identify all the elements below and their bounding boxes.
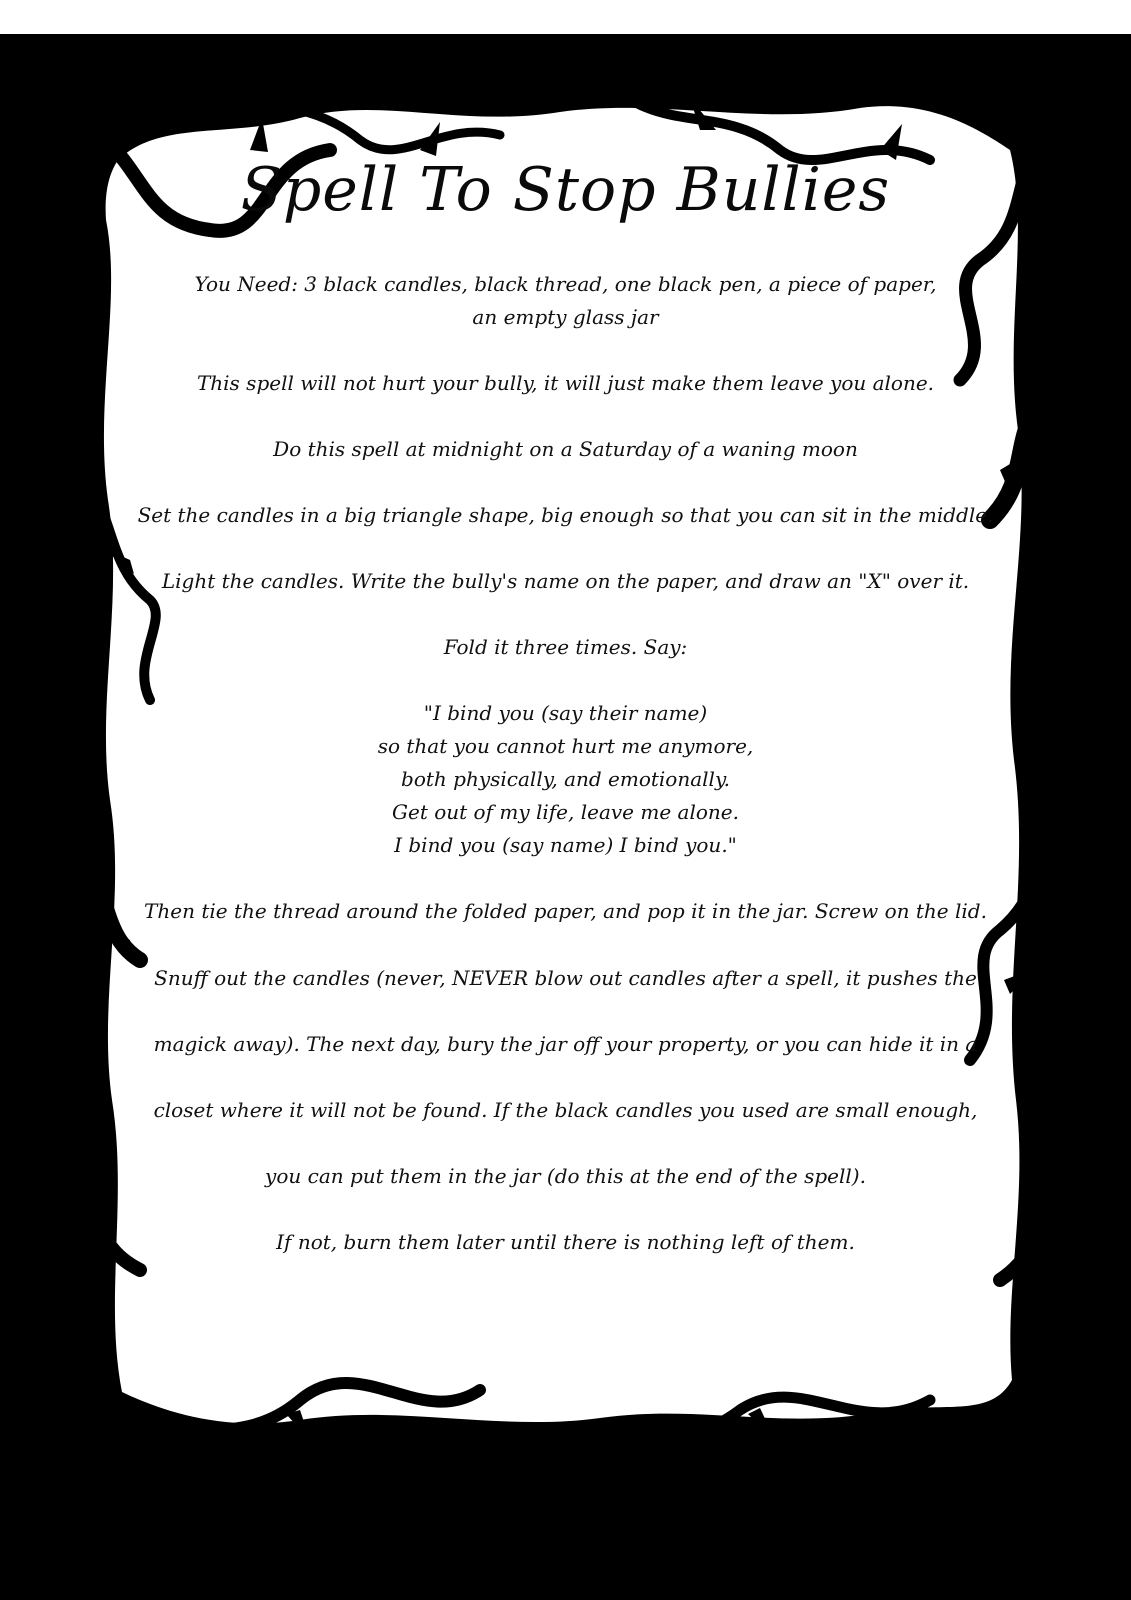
closing-line: If not, burn them later until there is nothing left of them.: [276, 1230, 855, 1254]
closing-line: you can put them in the jar (do this at the end of the spell).: [265, 1164, 866, 1188]
chant-line: "I bind you (say their name): [423, 701, 708, 725]
spell-text-block: [130, 155, 1001, 1308]
chant-line: I bind you (say name) I bind you.": [394, 833, 737, 857]
ingredients-line-2: an empty glass jar: [472, 305, 659, 329]
page-title: Spell To Stop Bullies: [240, 155, 891, 225]
closing-paragraph: [130, 945, 1001, 1275]
chant-block: [130, 697, 1001, 862]
after-paragraph: Then tie the thread around the folded paper, and pop it in the jar. Screw on the lid.: [144, 899, 987, 923]
instruction-paragraph: This spell will not hurt your bully, it will just make them leave you alone.: [196, 371, 935, 395]
chant-line: so that you cannot hurt me anymore,: [377, 734, 754, 758]
closing-line: magick away). The next day, bury the jar off your property, or you can hide it in a: [153, 1032, 978, 1056]
instruction-paragraph: Fold it three times. Say:: [443, 635, 688, 659]
instruction-paragraph: Light the candles. Write the bully's name on the paper, and draw an "X" over it.: [161, 569, 970, 593]
chant-line: Get out of my life, leave me alone.: [392, 800, 739, 824]
closing-line: closet where it will not be found. If the black candles you used are small enough,: [153, 1098, 978, 1122]
instruction-paragraph: Set the candles in a big triangle shape, big enough so that you can sit in the middle.: [137, 503, 994, 527]
ingredients-paragraph: [130, 268, 1001, 334]
closing-line: Snuff out the candles (never, NEVER blow out candles after a spell, it pushes the: [154, 966, 977, 990]
ingredients-line-1: You Need: 3 black candles, black thread, one black pen, a piece of paper,: [194, 272, 937, 296]
instruction-paragraph: Do this spell at midnight on a Saturday of a waning moon: [273, 437, 858, 461]
chant-line: both physically, and emotionally.: [401, 767, 730, 791]
